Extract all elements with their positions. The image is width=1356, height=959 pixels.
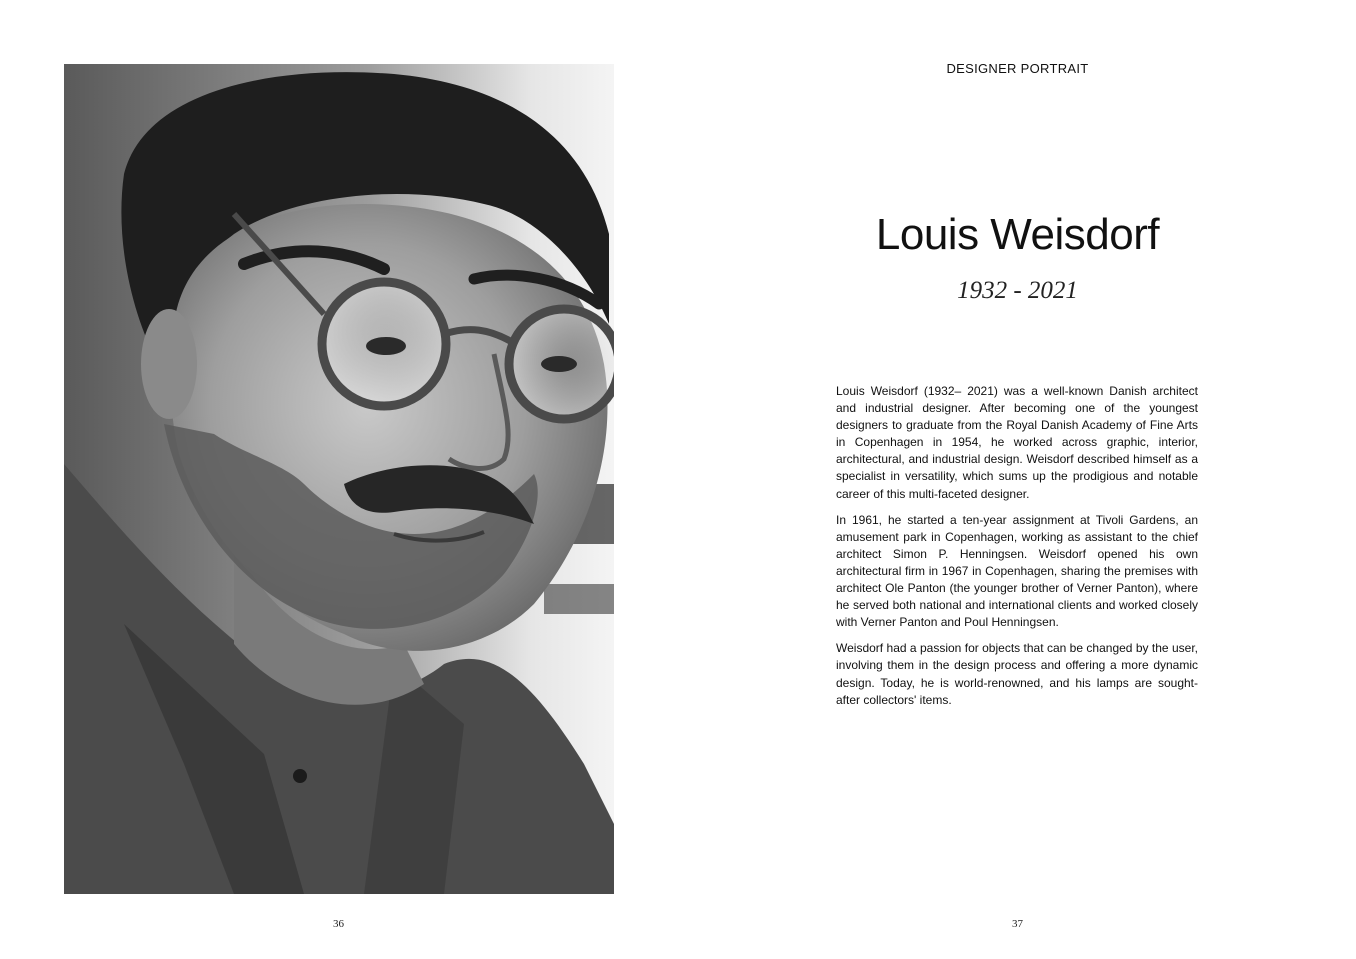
biography-text: [836, 383, 1198, 718]
page-number-right: 37: [1012, 918, 1023, 930]
portrait-photo: [64, 64, 614, 894]
section-label: DESIGNER PORTRAIT: [946, 61, 1089, 76]
biography-paragraph: Louis Weisdorf (1932– 2021) was a well-known Danish architect and industrial designer. After becoming one of the youngest designers to graduate from the Royal Danish Academy of Fine Arts in Copenhagen in 1954, he worked across graphic, interior, architectural, and industrial design. Weisdorf described himself as a specialist in versatility, which sums up the prodigious and notable career of this multi-faceted designer.: [836, 384, 1198, 501]
designer-years: 1932 - 2021: [957, 277, 1078, 304]
biography-paragraph: Weisdorf had a passion for objects that can be changed by the user, involving them in the design process and offering a more dynamic design. Today, he is world-renowned, and his lamps are sought-after collectors' items.: [836, 641, 1198, 707]
page-number-left: 36: [333, 918, 344, 930]
designer-name: Louis Weisdorf: [875, 210, 1160, 259]
biography-paragraph: In 1961, he started a ten-year assignment at Tivoli Gardens, an amusement park in Copenhagen, working as assistant to the chief architect Simon P. Henningsen. Weisdorf opened his own architectural firm in 1967 in Copenhagen, sharing the premises with architect Ole Panton (the younger brother of Verner Panton), where he served both national and international clients and worked closely with Verner Panton and Poul Henningsen.: [836, 512, 1198, 630]
